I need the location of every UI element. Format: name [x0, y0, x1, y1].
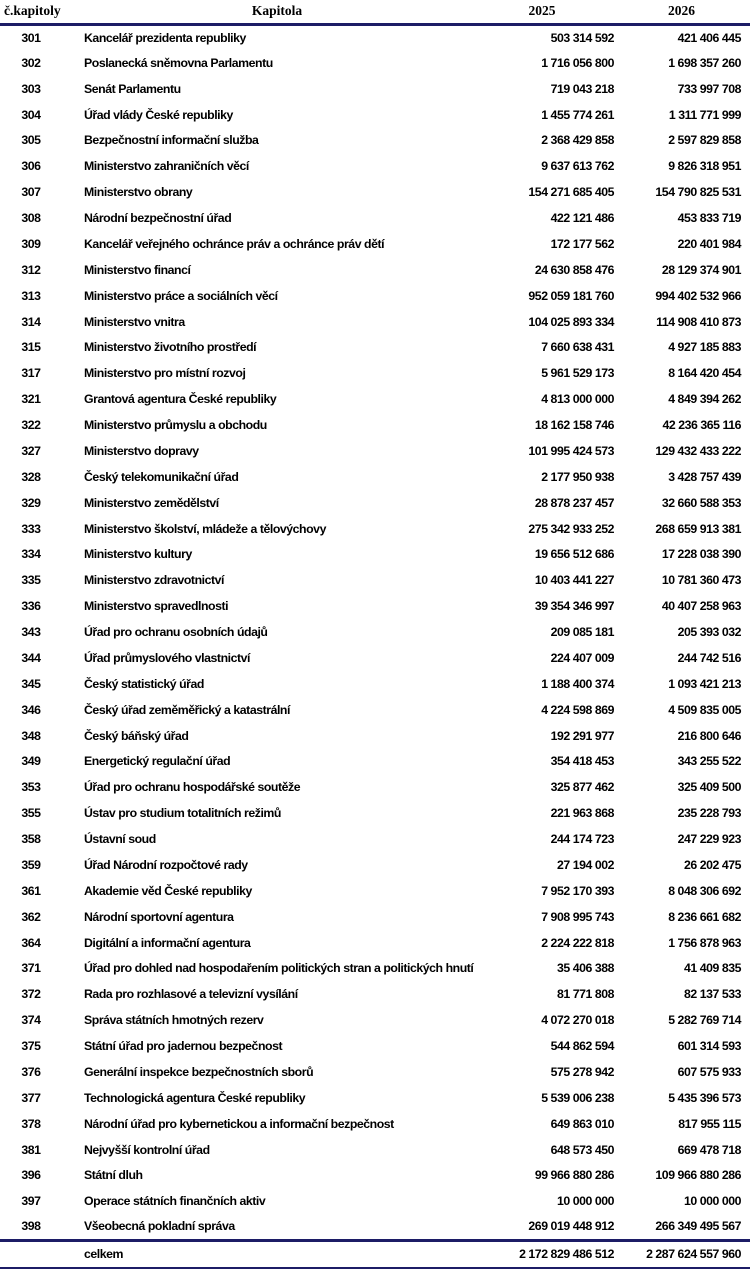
table-row: [0, 1059, 750, 1085]
chapter-number-cell: 336: [21, 599, 41, 614]
chapter-number-cell: 381: [21, 1142, 41, 1157]
table-row: [0, 516, 750, 542]
chapter-number-cell: 329: [21, 495, 41, 510]
value-2026-cell: 114 908 410 873: [656, 314, 741, 329]
value-2025-cell: 172 177 562: [550, 236, 614, 251]
table-row: [0, 283, 750, 309]
value-2026-cell: 216 800 646: [677, 728, 741, 743]
chapter-name-cell: Úřad vlády České republiky: [84, 107, 233, 122]
chapter-number-cell: 305: [21, 133, 41, 148]
value-2026-cell: 9 826 318 951: [668, 159, 741, 174]
value-2026-cell: 10 781 360 473: [661, 573, 741, 588]
value-2026-cell: 17 228 038 390: [661, 547, 741, 562]
table-row: [0, 1007, 750, 1033]
value-2025-cell: 952 059 181 760: [528, 288, 614, 303]
chapter-number-cell: 349: [21, 754, 41, 769]
chapter-number-cell: 322: [21, 418, 41, 433]
value-2026-cell: 10 000 000: [683, 1194, 741, 1209]
table-row: [0, 205, 750, 231]
chapter-name-cell: Grantová agentura České republiky: [84, 392, 277, 407]
chapter-name-cell: Český statistický úřad: [84, 676, 204, 691]
table-row: [0, 464, 750, 490]
value-2025-cell: 221 963 868: [550, 806, 614, 821]
value-2026-cell: 41 409 835: [683, 961, 741, 976]
value-2025-cell: 99 966 880 286: [534, 1168, 614, 1183]
chapter-number-cell: 333: [21, 521, 41, 536]
table-row: [0, 231, 750, 257]
table-row: [0, 179, 750, 205]
value-2026-cell: 8 164 420 454: [668, 366, 741, 381]
chapter-name-cell: Ministerstvo průmyslu a obchodu: [84, 418, 267, 433]
table-row: [0, 335, 750, 361]
table-row: [0, 76, 750, 102]
chapter-name-cell: Senát Parlamentu: [84, 81, 181, 96]
table-row: [0, 1111, 750, 1137]
chapter-number-cell: 348: [21, 728, 41, 743]
chapter-name-cell: Ministerstvo financí: [84, 262, 191, 277]
value-2025-cell: 209 085 181: [550, 625, 614, 640]
value-2025-cell: 422 121 486: [550, 211, 614, 226]
chapter-name-cell: Poslanecká sněmovna Parlamentu: [84, 55, 273, 70]
chapter-number-cell: 353: [21, 780, 41, 795]
table-row: [0, 438, 750, 464]
value-2025-cell: 35 406 388: [556, 961, 614, 976]
value-2026-cell: 1 756 878 963: [668, 935, 741, 950]
chapter-name-cell: Ministerstvo zahraničních věcí: [84, 159, 249, 174]
value-2026-cell: 235 228 793: [677, 806, 741, 821]
value-2026-cell: 817 955 115: [678, 1116, 741, 1131]
value-2025-cell: 1 455 774 261: [541, 107, 614, 122]
chapter-number-cell: 397: [21, 1194, 41, 1209]
chapter-name-cell: Ministerstvo obrany: [84, 185, 193, 200]
value-2025-cell: 2 177 950 938: [541, 469, 614, 484]
chapter-name-cell: Kancelář prezidenta republiky: [84, 30, 246, 45]
chapter-name-cell: Ministerstvo vnitra: [84, 314, 185, 329]
value-2026-cell: 8 048 306 692: [668, 883, 741, 898]
chapter-name-cell: Všeobecná pokladní správa: [84, 1219, 235, 1234]
value-2026-cell: 3 428 757 439: [668, 469, 741, 484]
chapter-number-cell: 377: [21, 1090, 41, 1105]
value-2026-cell: 4 509 835 005: [668, 702, 741, 717]
value-2026-cell: 40 407 258 963: [661, 599, 741, 614]
value-2025-cell: 2 368 429 858: [541, 133, 614, 148]
chapter-name-cell: Český úřad zeměměřický a katastrální: [84, 702, 290, 717]
chapter-number-cell: 335: [21, 573, 41, 588]
value-2026-cell: 266 349 495 567: [655, 1219, 741, 1234]
table-row: [0, 619, 750, 645]
chapter-number-cell: 315: [21, 340, 41, 355]
chapter-number-cell: 306: [21, 159, 41, 174]
chapter-number-cell: 355: [21, 806, 41, 821]
value-2025-cell: 104 025 893 334: [528, 314, 614, 329]
value-2026-cell: 42 236 365 116: [662, 418, 741, 433]
value-2025-cell: 719 043 218: [550, 81, 614, 96]
table-row: [0, 153, 750, 179]
table-row: [0, 102, 750, 128]
value-2025-cell: 1 188 400 374: [541, 676, 614, 691]
table-row: [0, 904, 750, 930]
table-row: [0, 749, 750, 775]
table-row: [0, 671, 750, 697]
value-2025-cell: 39 354 346 997: [534, 599, 614, 614]
chapter-number-cell: 303: [21, 81, 41, 96]
value-2025-cell: 503 314 592: [550, 30, 614, 45]
value-2026-cell: 669 478 718: [677, 1142, 741, 1157]
value-2026-cell: 154 790 825 531: [655, 185, 741, 200]
table-row: [0, 1085, 750, 1111]
value-2025-cell: 648 573 450: [550, 1142, 614, 1157]
table-row: [0, 542, 750, 568]
chapter-name-cell: Národní sportovní agentura: [84, 909, 234, 924]
chapter-name-cell: Energetický regulační úřad: [84, 754, 231, 769]
value-2025-cell: 325 877 462: [550, 780, 614, 795]
value-2025-cell: 649 863 010: [550, 1116, 614, 1131]
value-2026-cell: 205 393 032: [677, 625, 741, 640]
header-row: [0, 0, 750, 24]
value-2026-cell: 244 742 516: [677, 650, 741, 665]
value-2025-cell: 9 637 613 762: [541, 159, 614, 174]
chapter-name-cell: Rada pro rozhlasové a televizní vysílání: [84, 987, 298, 1002]
chapter-name-cell: Úřad Národní rozpočtové rady: [84, 857, 248, 872]
table-row: [0, 826, 750, 852]
value-2026-cell: 220 401 984: [677, 236, 741, 251]
chapter-number-cell: 307: [21, 185, 41, 200]
chapter-name-cell: Operace státních finančních aktiv: [84, 1194, 266, 1209]
value-2025-cell: 5 539 006 238: [541, 1090, 614, 1105]
table-row: [0, 1163, 750, 1189]
chapter-name-cell: Ústav pro studium totalitních režimů: [84, 806, 281, 821]
chapter-name-cell: Národní úřad pro kybernetickou a informační bezpečnost: [84, 1116, 394, 1131]
chapter-number-cell: 376: [21, 1064, 41, 1079]
chapter-number-cell: 362: [21, 909, 41, 924]
chapter-number-cell: 346: [21, 702, 41, 717]
table-row: [0, 490, 750, 516]
chapter-number-cell: 304: [21, 107, 41, 122]
table-row: [0, 412, 750, 438]
table-row: [0, 1214, 750, 1240]
chapter-number-cell: 317: [21, 366, 41, 381]
table-row: [0, 567, 750, 593]
value-2025-cell: 81 771 808: [556, 987, 614, 1002]
table-row: [0, 386, 750, 412]
chapter-name-cell: Ústavní soud: [84, 832, 156, 847]
value-2026-cell: 8 236 661 682: [668, 909, 741, 924]
table-row: [0, 956, 750, 982]
value-2025-cell: 24 630 858 476: [534, 262, 614, 277]
value-2025-cell: 19 656 512 686: [534, 547, 614, 562]
value-2025-cell: 154 271 685 405: [528, 185, 614, 200]
table-row: [0, 1188, 750, 1214]
chapter-name-cell: Státní úřad pro jadernou bezpečnost: [84, 1039, 283, 1054]
value-2025-cell: 575 278 942: [550, 1064, 614, 1079]
chapter-name-cell: Nejvyšší kontrolní úřad: [84, 1142, 210, 1157]
value-2025-cell: 7 660 638 431: [541, 340, 614, 355]
table-row: [0, 800, 750, 826]
value-2026-cell: 733 997 708: [677, 81, 741, 96]
value-2026-cell: 994 402 532 966: [655, 288, 741, 303]
chapter-name-cell: Národní bezpečnostní úřad: [84, 211, 232, 226]
value-2026-cell: 247 229 923: [677, 832, 741, 847]
table-row: [0, 593, 750, 619]
value-2025-cell: 354 418 453: [550, 754, 614, 769]
table-row: [0, 774, 750, 800]
table-row: [0, 723, 750, 749]
value-2026-cell: 4 849 394 262: [668, 392, 741, 407]
value-2026-cell: 2 597 829 858: [668, 133, 741, 148]
table-row: [0, 697, 750, 723]
table-row: [0, 1033, 750, 1059]
chapter-name-cell: Ministerstvo práce a sociálních věcí: [84, 288, 278, 303]
chapter-number-cell: 308: [21, 211, 41, 226]
chapter-number-cell: 358: [21, 832, 41, 847]
chapter-number-cell: 378: [21, 1116, 41, 1131]
chapter-name-cell: Český báňský úřad: [84, 728, 189, 743]
chapter-name-cell: Úřad pro dohled nad hospodařením politických stran a politických hnutí: [84, 961, 474, 976]
chapter-number-cell: 301: [21, 30, 41, 45]
chapter-name-cell: Správa státních hmotných rezerv: [84, 1013, 264, 1028]
chapter-number-cell: 312: [21, 262, 41, 277]
column-header-chapter-number: č.kapitoly: [0, 0, 62, 24]
value-2025-cell: 27 194 002: [556, 857, 614, 872]
value-2026-cell: 601 314 593: [677, 1039, 741, 1054]
chapter-number-cell: 374: [21, 1013, 41, 1028]
chapter-name-cell: Ministerstvo spravedlnosti: [84, 599, 229, 614]
value-2025-cell: 4 072 270 018: [541, 1013, 614, 1028]
value-2025-cell: 224 407 009: [550, 650, 614, 665]
chapter-number-cell: 359: [21, 857, 41, 872]
chapter-number-cell: 302: [21, 55, 41, 70]
chapter-number-cell: 371: [21, 961, 41, 976]
chapter-number-cell: 375: [21, 1039, 41, 1054]
chapter-number-cell: 344: [21, 650, 41, 665]
value-2025-cell: 7 908 995 743: [541, 909, 614, 924]
table-row: [0, 50, 750, 76]
chapter-number-cell: 314: [21, 314, 41, 329]
total-row: [0, 1240, 750, 1268]
column-header-2026: 2026: [622, 0, 750, 24]
value-2026-cell: 453 833 719: [677, 211, 741, 226]
chapter-name-cell: Úřad pro ochranu osobních údajů: [84, 625, 268, 640]
table-body: [0, 24, 750, 1240]
value-2026-cell: 5 435 396 573: [668, 1090, 741, 1105]
chapter-name-cell: Úřad pro ochranu hospodářské soutěže: [84, 780, 301, 795]
value-2026-cell: 268 659 913 381: [655, 521, 741, 536]
chapter-number-cell: 328: [21, 469, 41, 484]
value-2026-cell: 4 927 185 883: [668, 340, 741, 355]
chapter-number-cell: 327: [21, 443, 41, 458]
value-2025-cell: 4 813 000 000: [541, 392, 614, 407]
value-2026-cell: 109 966 880 286: [655, 1168, 741, 1183]
value-2025-cell: 4 224 598 869: [541, 702, 614, 717]
table-row: [0, 128, 750, 154]
chapter-number-cell: 396: [21, 1168, 41, 1183]
table-row: [0, 24, 750, 50]
chapter-number-cell: 361: [21, 883, 41, 898]
total-value-2025: 2 172 829 486 512: [470, 1240, 622, 1268]
value-2025-cell: 10 403 441 227: [534, 573, 614, 588]
table-row: [0, 257, 750, 283]
chapter-number-cell: 372: [21, 987, 41, 1002]
value-2025-cell: 244 174 723: [550, 832, 614, 847]
value-2026-cell: 607 575 933: [677, 1064, 741, 1079]
value-2025-cell: 544 862 594: [550, 1039, 614, 1054]
table-row: [0, 852, 750, 878]
value-2025-cell: 101 995 424 573: [528, 443, 614, 458]
value-2026-cell: 82 137 533: [683, 987, 741, 1002]
value-2025-cell: 275 342 933 252: [528, 521, 614, 536]
value-2025-cell: 192 291 977: [550, 728, 614, 743]
chapter-name-cell: Technologická agentura České republiky: [84, 1090, 306, 1105]
chapter-name-cell: Ministerstvo kultury: [84, 547, 192, 562]
value-2026-cell: 1 093 421 213: [668, 676, 741, 691]
value-2025-cell: 2 224 222 818: [541, 935, 614, 950]
table-row: [0, 645, 750, 671]
chapter-number-cell: 343: [21, 625, 41, 640]
value-2025-cell: 1 716 056 800: [541, 55, 614, 70]
total-empty-cell: [0, 1240, 62, 1268]
chapter-number-cell: 334: [21, 547, 41, 562]
chapter-name-cell: Kancelář veřejného ochránce práv a ochránce práv dětí: [84, 236, 385, 251]
value-2026-cell: 129 432 433 222: [655, 443, 741, 458]
chapter-name-cell: Bezpečnostní informační služba: [84, 133, 259, 148]
chapter-name-cell: Státní dluh: [84, 1168, 143, 1183]
chapter-name-cell: Ministerstvo životního prostředí: [84, 340, 257, 355]
value-2025-cell: 28 878 237 457: [534, 495, 614, 510]
chapter-name-cell: Úřad průmyslového vlastnictví: [84, 650, 250, 665]
value-2026-cell: 1 311 771 999: [668, 107, 741, 122]
total-value-2026: 2 287 624 557 960: [622, 1240, 750, 1268]
chapter-name-cell: Ministerstvo pro místní rozvoj: [84, 366, 246, 381]
value-2025-cell: 269 019 448 912: [528, 1219, 614, 1234]
table-row: [0, 878, 750, 904]
table-row: [0, 1137, 750, 1163]
chapter-number-cell: 398: [21, 1219, 41, 1234]
value-2026-cell: 343 255 522: [677, 754, 741, 769]
value-2025-cell: 7 952 170 393: [541, 883, 614, 898]
value-2026-cell: 32 660 588 353: [661, 495, 741, 510]
table-row: [0, 360, 750, 386]
chapter-name-cell: Ministerstvo zemědělství: [84, 495, 219, 510]
column-header-2025: 2025: [470, 0, 622, 24]
value-2026-cell: 325 409 500: [677, 780, 741, 795]
chapter-number-cell: 345: [21, 676, 41, 691]
table-row: [0, 309, 750, 335]
value-2026-cell: 28 129 374 901: [661, 262, 741, 277]
table-row: [0, 930, 750, 956]
chapter-name-cell: Generální inspekce bezpečnostních sborů: [84, 1064, 314, 1079]
chapter-name-cell: Český telekomunikační úřad: [84, 469, 239, 484]
total-label: celkem: [62, 1240, 470, 1268]
chapter-number-cell: 364: [21, 935, 41, 950]
chapter-name-cell: Akademie věd České republiky: [84, 883, 252, 898]
value-2025-cell: 10 000 000: [556, 1194, 614, 1209]
value-2026-cell: 421 406 445: [677, 30, 741, 45]
value-2025-cell: 18 162 158 746: [534, 418, 614, 433]
chapter-number-cell: 313: [21, 288, 41, 303]
chapter-name-cell: Digitální a informační agentura: [84, 935, 251, 950]
table-row: [0, 981, 750, 1007]
value-2026-cell: 5 282 769 714: [668, 1013, 741, 1028]
value-2026-cell: 26 202 475: [683, 857, 741, 872]
column-header-chapter-name: Kapitola: [62, 0, 470, 24]
chapter-name-cell: Ministerstvo zdravotnictví: [84, 573, 224, 588]
chapter-name-cell: Ministerstvo školství, mládeže a tělovýchovy: [84, 521, 326, 536]
value-2025-cell: 5 961 529 173: [541, 366, 614, 381]
value-2026-cell: 1 698 357 260: [668, 55, 741, 70]
chapter-number-cell: 321: [21, 392, 41, 407]
chapter-name-cell: Ministerstvo dopravy: [84, 443, 199, 458]
chapter-number-cell: 309: [21, 236, 41, 251]
